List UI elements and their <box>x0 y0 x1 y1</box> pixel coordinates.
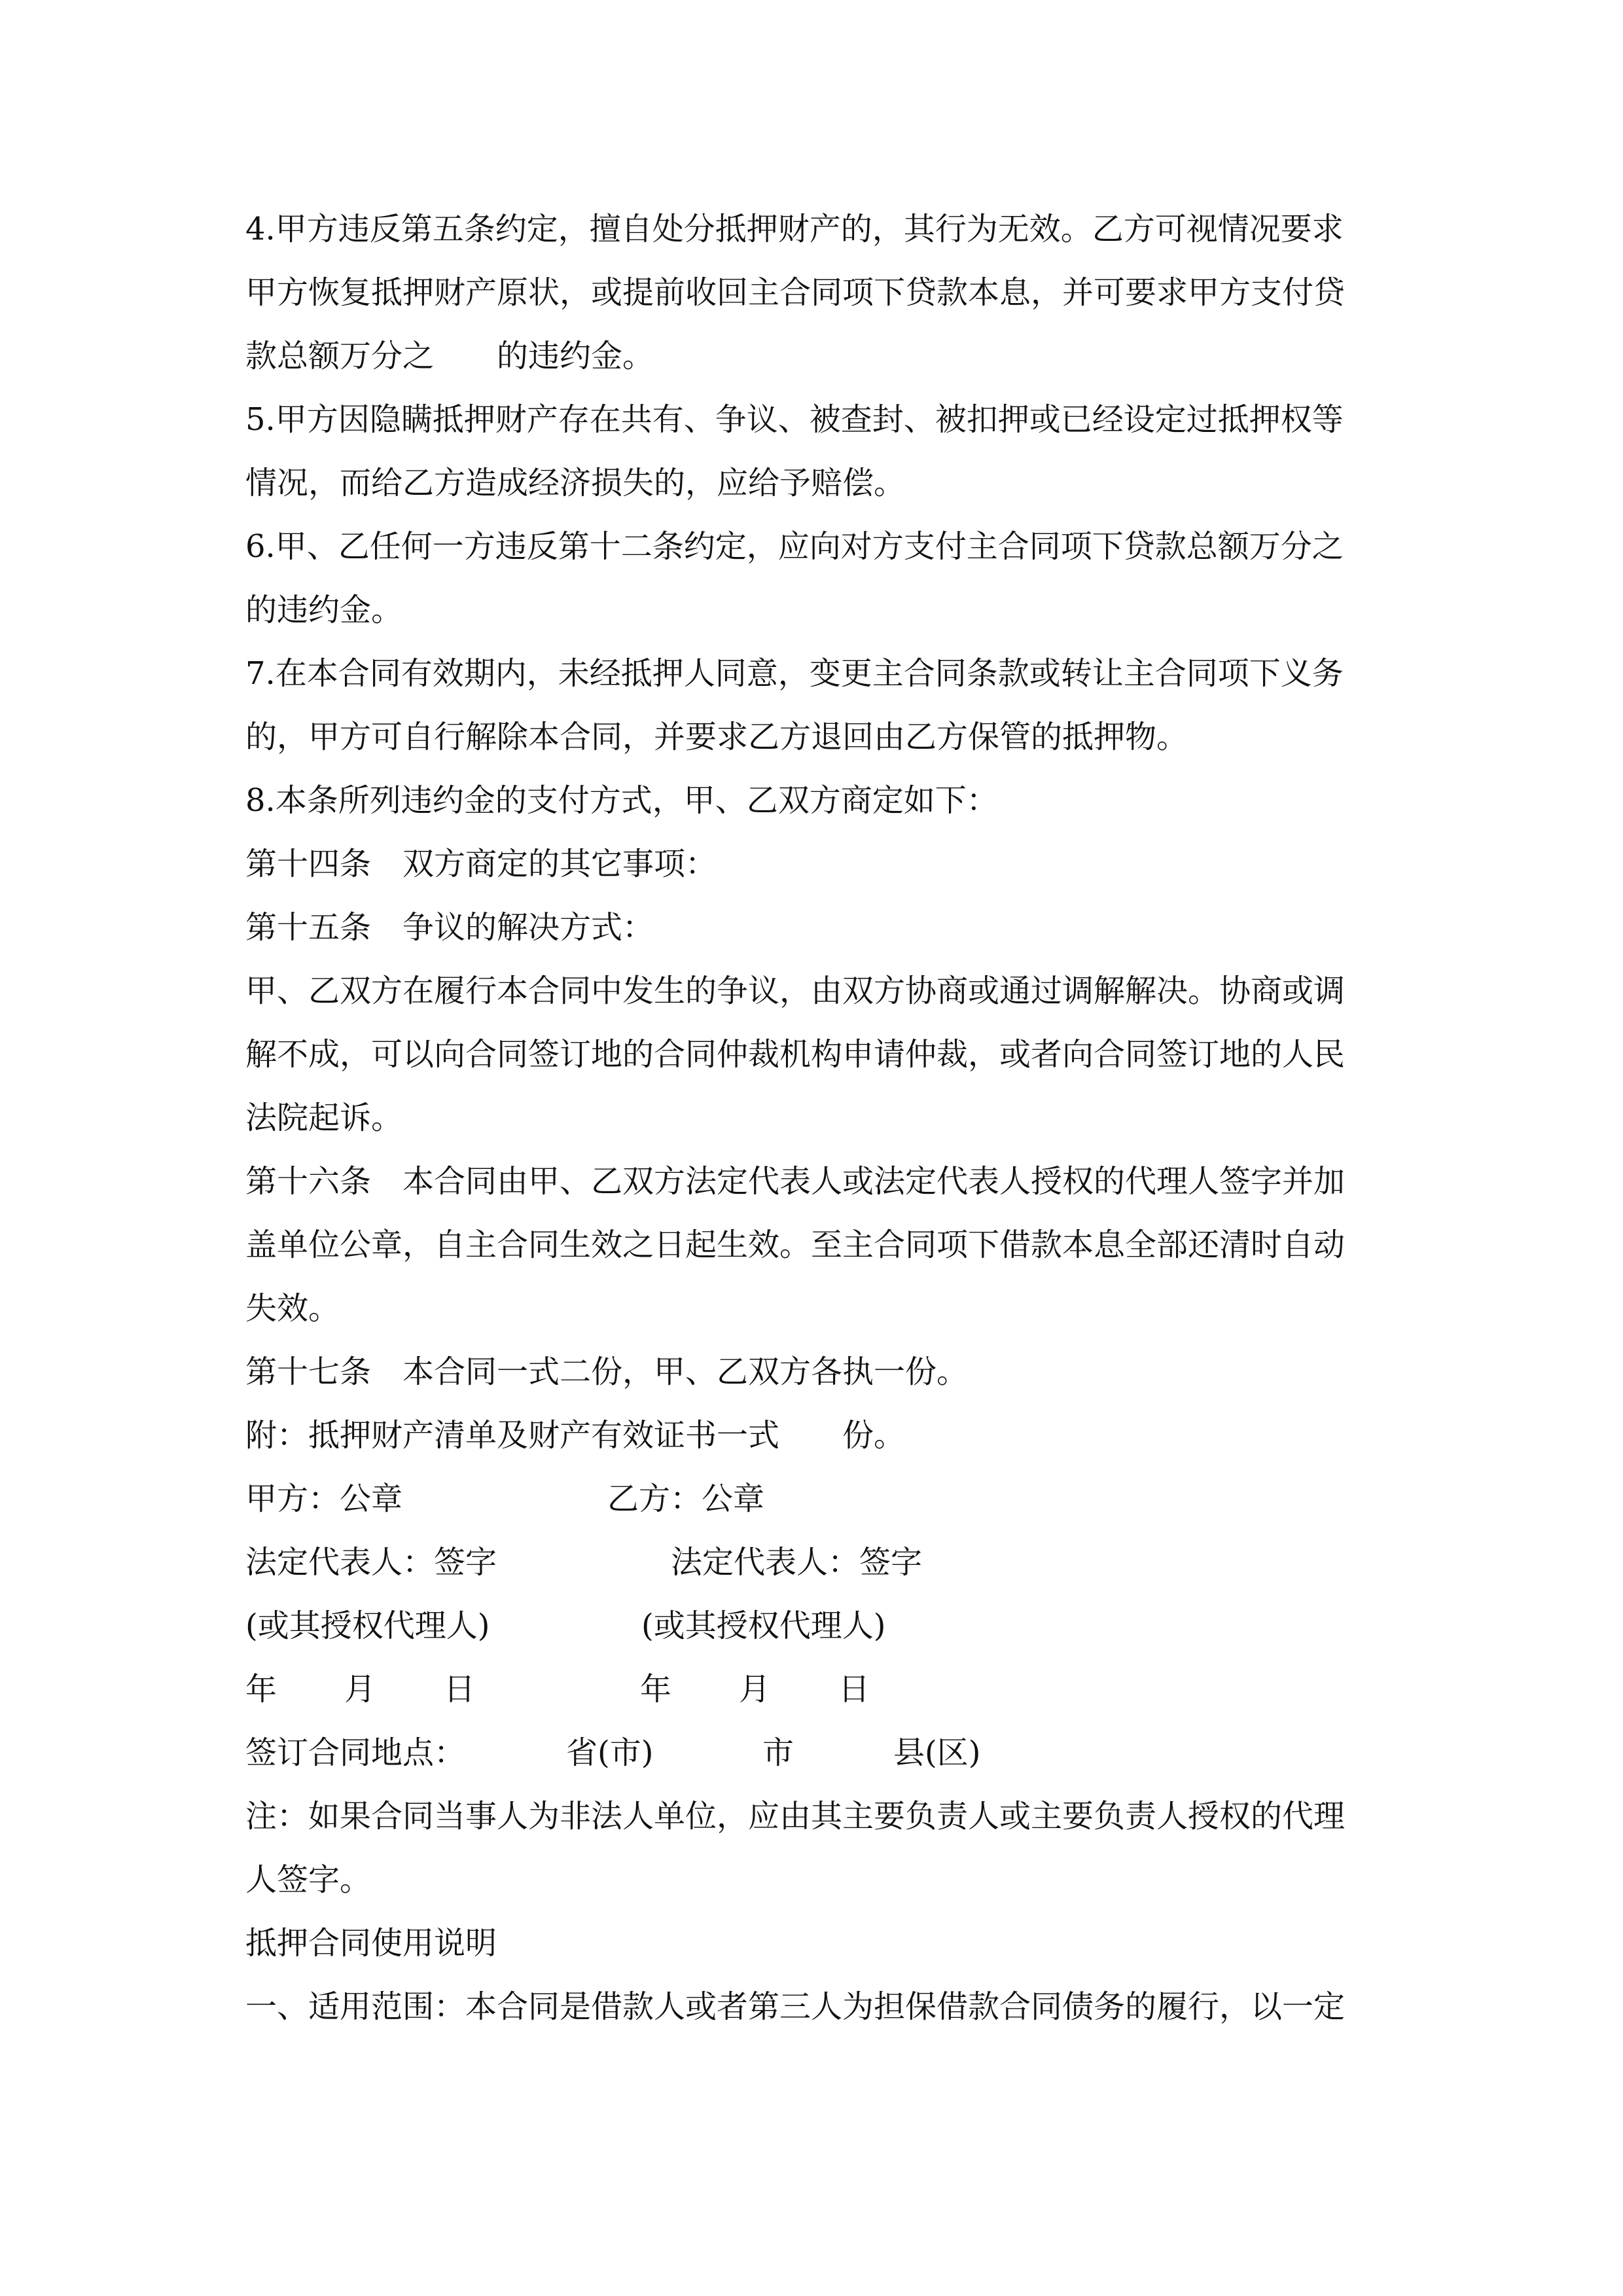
signing-place-label: 签订合同地点： <box>245 1734 466 1771</box>
text-line: 一、适用范围：本合同是借款人或者第三人为担保借款合同债务的履行，以一定 <box>245 1988 1346 2025</box>
signing-place-county: 县(区) <box>893 1734 981 1771</box>
document-body <box>245 198 1381 2039</box>
section-heading: 抵押合同使用说明 <box>245 1925 497 1962</box>
party-a-month: 月 <box>344 1671 376 1708</box>
text-line: 甲、乙双方在履行本合同中发生的争议，由双方协商或通过调解解决。协商或调 <box>245 973 1346 1009</box>
text-line: 的，甲方可自行解除本合同，并要求乙方退回由乙方保管的抵押物。 <box>245 719 1188 755</box>
party-b-agent: (或其授权代理人) <box>641 1607 886 1644</box>
text-line: 的违约金。 <box>245 592 403 628</box>
text-line: 失效。 <box>245 1290 340 1327</box>
text-line: 盖单位公章，自主合同生效之日起生效。至主合同项下借款本息全部还清时自动 <box>245 1227 1346 1263</box>
signing-place-row <box>245 1721 1381 1785</box>
signing-place-province: 省(市) <box>566 1734 654 1771</box>
text-line: 4.甲方违反第五条约定，擅自处分抵押财产的，其行为无效。乙方可视情况要求 <box>245 211 1344 247</box>
article-17: 第十七条 本合同一式二份，甲、乙双方各执一份。 <box>245 1354 969 1390</box>
party-b-seal: 乙方：公章 <box>607 1480 765 1517</box>
text-line: 8.本条所列违约金的支付方式，甲、乙双方商定如下： <box>245 782 998 819</box>
note-line: 注：如果合同当事人为非法人单位，应由其主要负责人或主要负责人授权的代理 <box>245 1798 1346 1835</box>
article-16: 第十六条 本合同由甲、乙双方法定代表人或法定代表人授权的代理人签字并加 <box>245 1163 1346 1200</box>
party-b-month: 月 <box>739 1671 771 1708</box>
party-b-rep: 法定代表人：签字 <box>671 1544 923 1581</box>
article-14: 第十四条 双方商定的其它事项： <box>245 846 717 882</box>
text-line: 情况，而给乙方造成经济损失的，应给予赔偿。 <box>245 465 906 501</box>
party-a-agent: (或其授权代理人) <box>245 1607 490 1644</box>
article-15: 第十五条 争议的解决方式： <box>245 909 654 946</box>
text-line: 甲方恢复抵押财产原状，或提前收回主合同项下贷款本息，并可要求甲方支付贷 <box>245 274 1346 311</box>
signature-seal-row <box>245 1467 1381 1531</box>
text-line: 6.甲、乙任何一方违反第十二条约定，应向对方支付主合同项下贷款总额万分之 <box>245 528 1344 565</box>
signing-place-city: 市 <box>762 1734 794 1771</box>
signature-agent-row <box>245 1594 1381 1658</box>
attachment-line: 附：抵押财产清单及财产有效证书一式 份。 <box>245 1417 906 1454</box>
text-line: 5.甲方因隐瞒抵押财产存在共有、争议、被查封、被扣押或已经设定过抵押权等 <box>245 401 1344 438</box>
signature-rep-row <box>245 1531 1381 1594</box>
text-line: 解不成，可以向合同签订地的合同仲裁机构申请仲裁，或者向合同签订地的人民 <box>245 1036 1346 1073</box>
party-b-year: 年 <box>640 1671 672 1708</box>
party-a-rep: 法定代表人：签字 <box>245 1544 497 1581</box>
text-line: 7.在本合同有效期内，未经抵押人同意，变更主合同条款或转让主合同项下义务 <box>245 655 1344 692</box>
party-a-year: 年 <box>245 1671 277 1708</box>
note-line: 人签字。 <box>245 1861 372 1898</box>
party-b-day: 日 <box>838 1671 870 1708</box>
signature-date-row <box>245 1658 1381 1721</box>
text-line: 法院起诉。 <box>245 1100 403 1136</box>
party-a-seal: 甲方：公章 <box>245 1480 403 1517</box>
party-a-day: 日 <box>444 1671 476 1708</box>
text-line: 款总额万分之 的违约金。 <box>245 338 654 374</box>
